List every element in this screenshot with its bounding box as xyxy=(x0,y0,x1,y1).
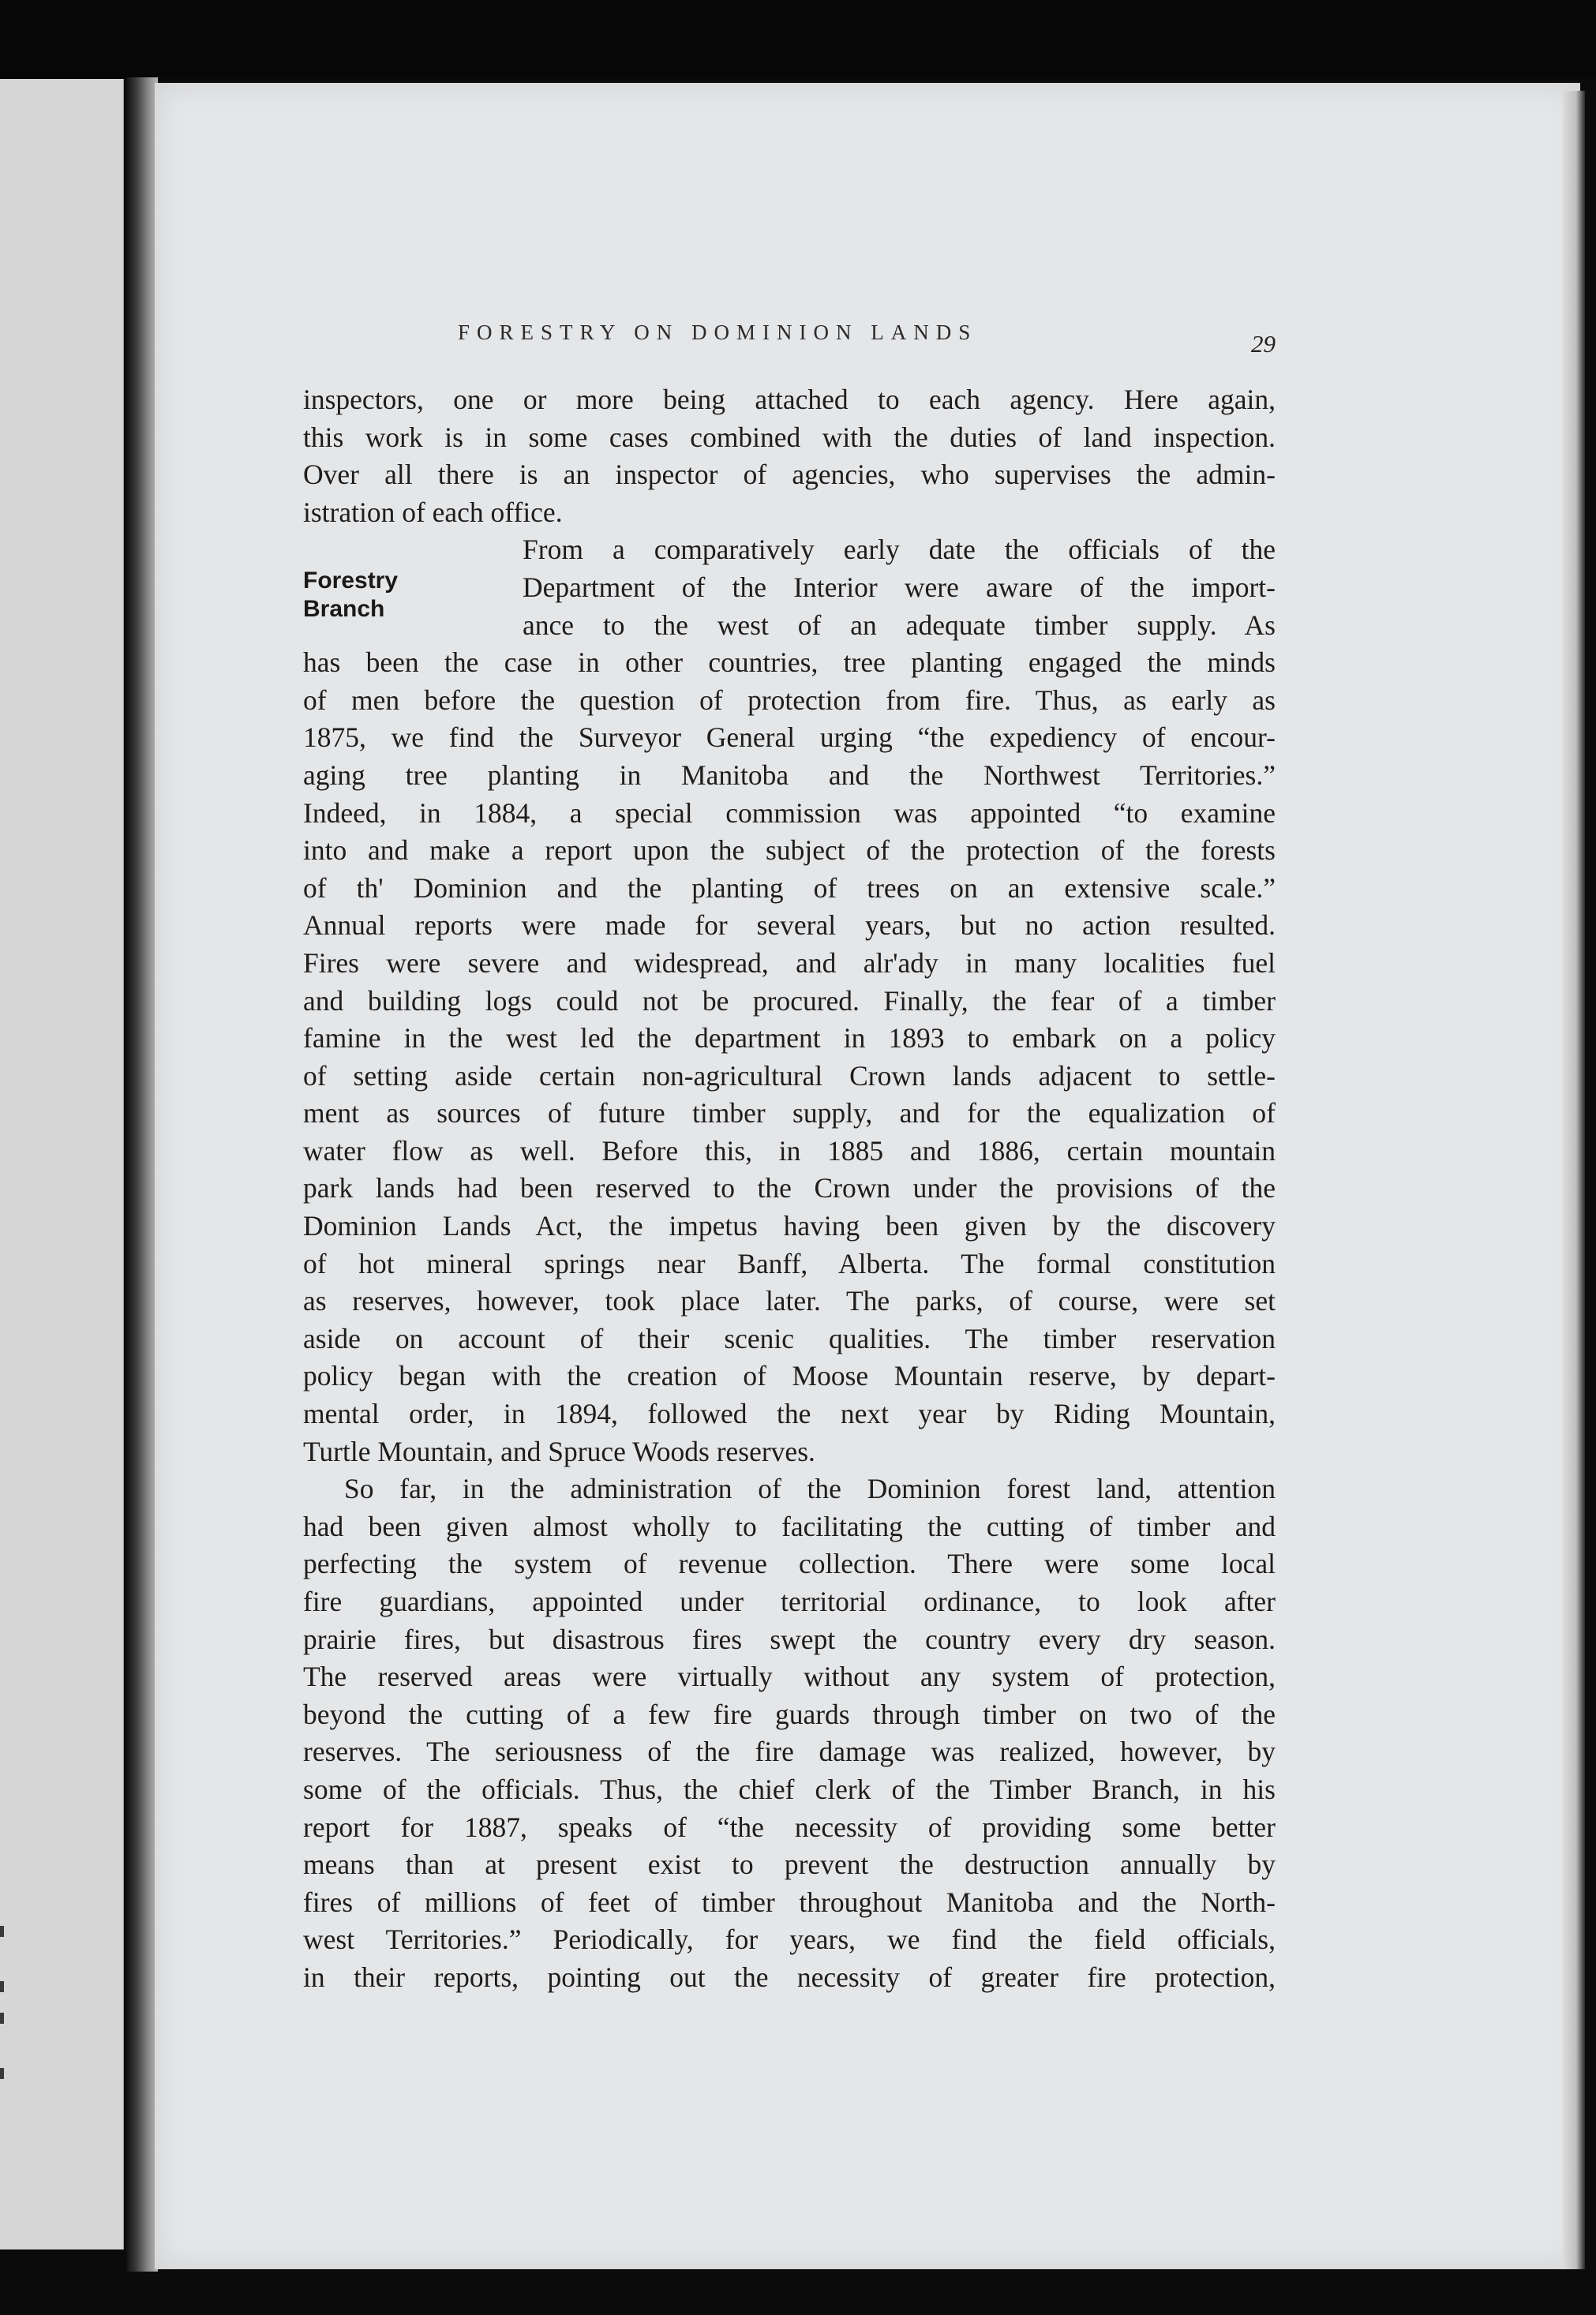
facing-page-edge xyxy=(0,79,124,2249)
text-line: inspectors, one or more being attached to each agency. Here again, xyxy=(303,384,1276,415)
text-line: From a comparatively early date the officials of the xyxy=(523,534,1276,566)
text-line: reserves. The seriousness of the fire damage was realized, however, by xyxy=(303,1736,1276,1768)
text-line: had been given almost wholly to facilitating the cutting of timber and xyxy=(303,1510,1276,1542)
text-line: of th' Dominion and the planting of trees on an extensive scale.” xyxy=(303,871,1276,904)
text-line: Fires were severe and widespread, and alr'ady in many localities fuel xyxy=(303,946,1276,979)
text-line: Department of the Interior were aware of the import- xyxy=(523,571,1276,603)
text-line: fires of millions of feet of timber throughout Manitoba and the North- xyxy=(303,1886,1276,1918)
text-line: aging tree planting in Manitoba and the Northwest Territories.” xyxy=(303,759,1276,791)
text-line: aside on account of their scenic qualities. The timber reservation xyxy=(303,1322,1276,1354)
text-line: beyond the cutting of a few fire guards through timber on two of the xyxy=(303,1698,1276,1730)
text-line: park lands had been reserved to the Crown under the provisions of the xyxy=(303,1172,1276,1204)
running-head: FORESTRY ON DOMINION LANDS xyxy=(458,320,978,344)
page-number: 29 xyxy=(1251,330,1276,358)
text-line: of hot mineral springs near Banff, Alberta. The formal constitution xyxy=(303,1247,1276,1279)
text-line: some of the officials. Thus, the chief clerk of the Timber Branch, in his xyxy=(303,1773,1276,1805)
text-line: this work is in some cases combined with the duties of land inspection. xyxy=(303,421,1276,453)
text-line: The reserved areas were virtually without any system of protection, xyxy=(303,1661,1276,1693)
text-line: west Territories.” Periodically, for years, we find the field officials, xyxy=(303,1924,1276,1956)
text-line: and building logs could not be procured. Finally, the fear of a timber xyxy=(303,984,1276,1017)
text-line: Dominion Lands Act, the impetus having been given by the discovery xyxy=(303,1210,1276,1242)
margin-heading-line: Branch xyxy=(303,596,385,622)
text-line: ment as sources of future timber supply, and for the equalization of xyxy=(303,1097,1276,1129)
body-text xyxy=(303,381,1276,1997)
text-line: 1875, we find the Surveyor General urging “the expediency of encour- xyxy=(303,721,1276,754)
text-line: famine in the west led the department in 1893 to embark on a policy xyxy=(303,1022,1276,1054)
text-line: ance to the west of an adequate timber supply. As xyxy=(523,609,1276,641)
text-line: Indeed, in 1884, a special commission was appointed “to examine xyxy=(303,796,1276,829)
text-line: as reserves, however, took place later. The parks, of course, were set xyxy=(303,1285,1276,1317)
text-line: means than at present exist to prevent the destruction annually by xyxy=(303,1849,1276,1881)
text-line: water flow as well. Before this, in 1885 and 1886, certain mountain xyxy=(303,1134,1276,1167)
page-right-edge xyxy=(1563,91,1585,2269)
text-line: Turtle Mountain, and Spruce Woods reserves. xyxy=(303,1435,815,1467)
text-line: into and make a report upon the subject of the protection of the forests xyxy=(303,834,1276,867)
margin-heading-line: Forestry xyxy=(303,568,399,594)
edge-marks xyxy=(0,1926,11,2084)
text-line: perfecting the system of revenue collection. There were some local xyxy=(303,1548,1276,1580)
text-line: policy began with the creation of Moose Mountain reserve, by depart- xyxy=(303,1360,1276,1392)
text-line: istration of each office. xyxy=(303,496,563,528)
text-line: has been the case in other countries, tree planting engaged the minds xyxy=(303,646,1276,679)
text-line: So far, in the administration of the Dominion forest land, attention xyxy=(344,1473,1276,1505)
text-line: report for 1887, speaks of “the necessity of providing some better xyxy=(303,1811,1276,1843)
text-line: fire guardians, appointed under territorial ordinance, to look after xyxy=(303,1586,1276,1617)
text-line: of setting aside certain non-agricultural Crown lands adjacent to settle- xyxy=(303,1059,1276,1092)
book-gutter xyxy=(126,77,158,2272)
text-line: Over all there is an inspector of agencies, who supervises the admin- xyxy=(303,459,1276,491)
text-line: of men before the question of protection from fire. Thus, as early as xyxy=(303,684,1276,716)
text-line: prairie fires, but disastrous fires swept the country every dry season. xyxy=(303,1623,1276,1655)
scan-top-border xyxy=(0,0,1596,79)
text-line: Annual reports were made for several years, but no action resulted. xyxy=(303,909,1276,942)
text-line: in their reports, pointing out the necessity of greater fire protection, xyxy=(303,1961,1276,1993)
text-line: mental order, in 1894, followed the next year by Riding Mountain, xyxy=(303,1398,1276,1430)
